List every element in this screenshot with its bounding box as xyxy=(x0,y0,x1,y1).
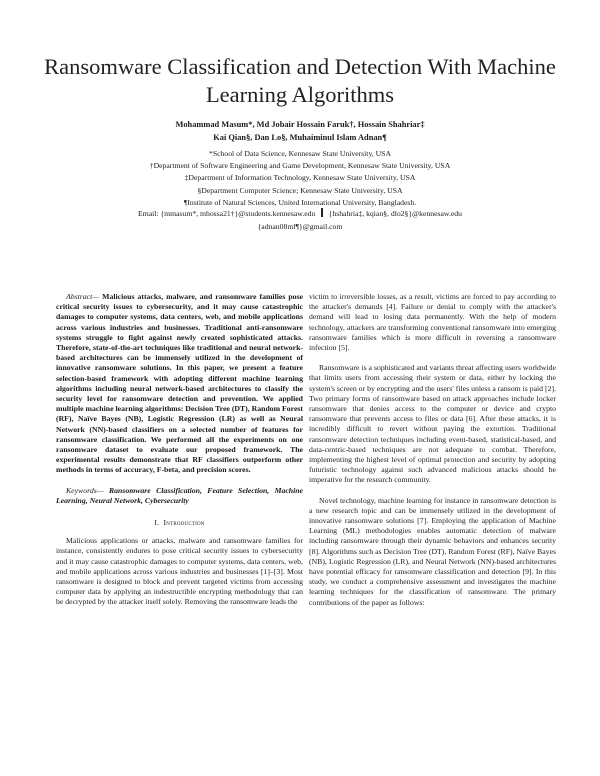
email-group: {adnan08ml¶}@gmail.com xyxy=(257,222,343,231)
author-line-2: Kai Qian§, Dan Lo§, Muhaiminul Islam Adnan¶ xyxy=(213,133,387,142)
author-list xyxy=(40,118,560,144)
email-block xyxy=(40,207,560,233)
paper-title: Ransomware Classification and Detection With Machine Learning Algorithms xyxy=(44,54,556,107)
section-number: I. xyxy=(154,518,160,528)
affiliation: ¶Institute of Natural Sciences, United International University, Bangladesh. xyxy=(183,197,417,207)
body-paragraph: Malicious applications or attacks, malware and ransomware families for instance, consistently endures to pose critical security issues to cybersecurity and it may cause catastrophic damages to computer systems, data centers, web, and mobile applications across various industries and businesses [1]–[3]. Most ransomware is designed to block and prevent targeted victims from accessing computer data by applying an indestructible encrypting methodology that can be decrypted by the attacker itself solely. Removing the ransomware leads the xyxy=(56,536,303,607)
affiliation: §Department Computer Science; Kennesaw State University, USA xyxy=(197,185,403,195)
email-separator xyxy=(321,208,323,217)
email-group: {mmasum*, mhossa21†}@students.kennesaw.edu xyxy=(160,209,316,218)
affiliation: *School of Data Science, Kennesaw State University, USA xyxy=(208,149,392,158)
left-column xyxy=(56,292,303,608)
keywords-text: Ransomware Classification, Feature Selection, Machine Learning, Neural Network, Cybersecurity xyxy=(56,485,303,505)
author-line-1: Mohammad Masum*, Md Jobair Hossain Faruk†, Hossain Shahriar‡ xyxy=(175,120,425,129)
keywords xyxy=(56,486,303,506)
keywords-lead: Keywords— xyxy=(66,485,104,495)
abstract-text: Malicious attacks, malware, and ransomware families pose critical security issues to cybersecurity, and it may cause catastrophic damages to computer systems, data centers, web, and mobile applications across various industries and businesses. Traditional anti-ransomware systems struggle to fight against newly created sophisticated attacks. Therefore, state-of-the-art techniques like traditional and neural network-based architectures can be immensely utilized in the development of innovative ransomware solutions. In this paper, we present a feature selection-based framework with adopting different machine learning algorithms including neural network-based architectures to classify the security level for ransomware detection and prevention. We applied multiple machine learning algorithms: Decision Tree (DT), Random Forest (RF), Naïve Bayes (NB), Logistic Regression (LR) as well as Neural Network (NN)-based classifiers on a selected number of features for ransomware classification. We performed all the experiments on one ransomware dataset to evaluate our proposed framework. The experimental results demonstrate that RF classifiers outperform other methods in terms of accuracy, F-beta, and precision scores. xyxy=(56,292,303,475)
right-column xyxy=(309,292,556,608)
abstract xyxy=(56,292,303,476)
body-paragraph: Novel technology, machine learning for instance in ransomware detection is a new research topic and can be immensely utilized in the development of innovative ransomware solutions [7]. Employing the application of Machine Learning (ML) methodologies enables automatic detection of malware including ransomware through their dynamic behaviors and enhances security [8]. Algorithms such as Decision Tree (DT), Random Forest (RF), Naïve Bayes (NB), Logistic Regression (LR), and Neural Network (NN)-based architectures have potential efficacy for ransomware classification and detection [9]. In this study, we conduct a comprehensive assessment and investigates the machine learning techniques for the classification of ransomware. The primary contributions of the paper as follows: xyxy=(309,495,556,607)
affiliation: ‡Department of Information Technology, Kennesaw State University, USA xyxy=(184,173,416,183)
section-heading-introduction xyxy=(56,518,303,528)
affiliation-list xyxy=(40,148,560,209)
section-title: Introduction xyxy=(163,518,205,528)
email-label: Email: xyxy=(138,209,159,218)
affiliation: †Department of Software Engineering and Game Development, Kennesaw State University, USA xyxy=(149,161,451,171)
abstract-lead: Abstract— xyxy=(66,292,100,301)
email-group: {hshahria‡, kqian§, dlo2§}@kennesaw.edu xyxy=(328,209,462,218)
body-paragraph: Ransomware is a sophisticated and variants threat affecting users worldwide that limits users from accessing their system or data, either by locking the system's screen or by encrypting and the users' files unless a ransom is paid [2]. Two primary forms of ransomware based on attack approaches include locker ransomware that denies access to the computer or device and crypto ransomware that prevents access to files or data [6]. After these attacks, it is incredibly difficult to revert without paying the extortion. Traditional ransomware detection techniques including event-based, statistical-based, and data-centric-based techniques are not adequate to combat. Therefore, implementing the highest level of optimal protection and security by adopting futuristic technology against such advanced malicious attacks should be imperative for the research community. xyxy=(309,363,556,485)
body-paragraph: victim to irreversible losses, as a result, victims are forced to pay according to the attacker's demands [4]. Failure or denial to comply with the attacker's demand will lead to losing data permanently. With the help of modern technology, attackers are transforming conventional ransomware into emerging ransomware families which is more difficult in reversing a ransomware infection [5]. xyxy=(309,292,556,353)
